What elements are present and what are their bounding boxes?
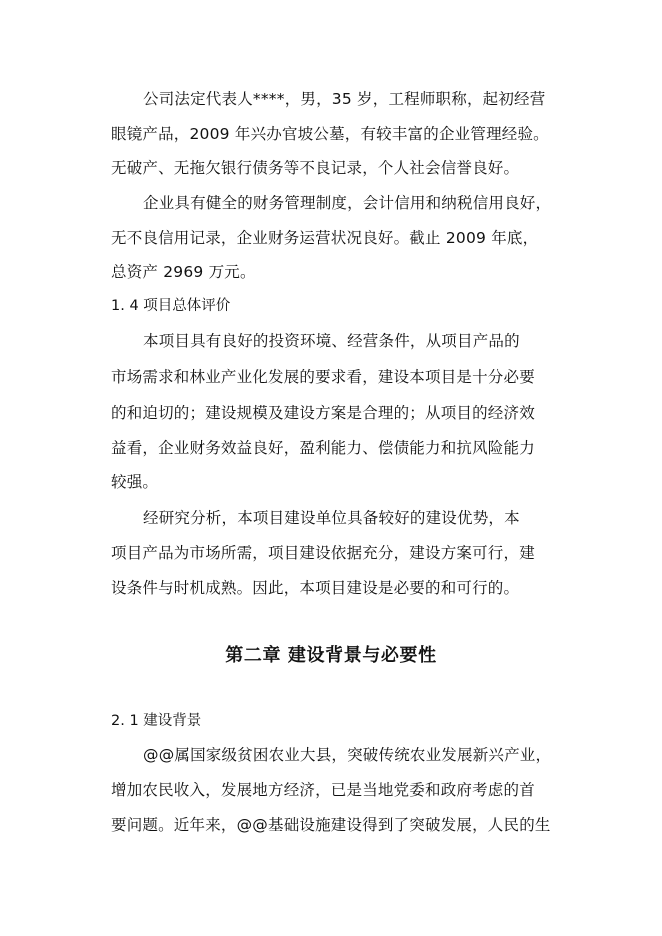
para2-line-2: 无不良信用记录，企业财务运营状况良好。截止 2009 年底，	[111, 229, 539, 247]
para2-line-1: 企业具有健全的财务管理制度，会计信用和纳税信用良好，	[143, 194, 552, 212]
para1-line-2: 眼镜产品，2009 年兴办官坡公墓，有较丰富的企业管理经验。	[111, 125, 549, 143]
section-heading-2-1: 2. 1 建设背景	[111, 713, 202, 729]
section-heading-1-4: 1. 4 项目总体评价	[111, 298, 231, 314]
para1-line-3: 无破产、无拖欠银行债务等不良记录，个人社会信誉良好。	[111, 159, 520, 177]
para3-line-1: 本项目具有良好的投资环境、经营条件，从项目产品的	[143, 332, 520, 350]
para3-line-4: 益看，企业财务效益良好，盈利能力、偿债能力和抗风险能力	[111, 439, 535, 457]
para4-line-2: 项目产品为市场所需，项目建设依据充分，建设方案可行，建	[111, 544, 535, 562]
para3-line-5: 较强。	[111, 473, 159, 491]
para3-line-2: 市场需求和林业产业化发展的要求看，建设本项目是十分必要	[111, 368, 535, 386]
para5-line-3: 要问题。近年来，@@基础设施建设得到了突破发展，人民的生	[111, 816, 551, 834]
para5-line-1: @@属国家级贫困农业大县，突破传统农业发展新兴产业，	[143, 746, 552, 764]
chapter-title: 第二章 建设背景与必要性	[225, 645, 437, 666]
para2-line-3: 总资产 2969 万元。	[111, 263, 256, 281]
para1-line-1: 公司法定代表人****，男，35 岁，工程师职称，起初经营	[143, 90, 546, 108]
para4-line-1: 经研究分析，本项目建设单位具备较好的建设优势，本	[143, 509, 520, 527]
para3-line-3: 的和迫切的；建设规模及建设方案是合理的；从项目的经济效	[111, 404, 535, 422]
para4-line-3: 设条件与时机成熟。因此，本项目建设是必要的和可行的。	[111, 579, 520, 597]
para5-line-2: 增加农民收入，发展地方经济，已是当地党委和政府考虑的首	[111, 781, 535, 799]
